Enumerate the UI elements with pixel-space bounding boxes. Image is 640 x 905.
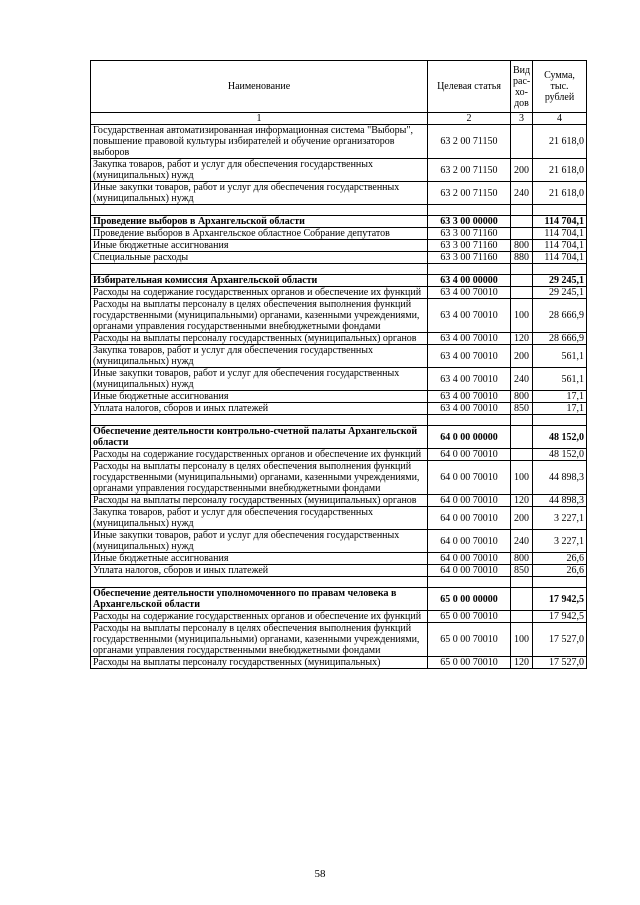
row-target-article: 63 4 00 70010 — [428, 333, 511, 345]
spacer-cell — [428, 577, 511, 588]
row-name: Государственная автоматизированная информационная система "Выборы", повышение правовой культуры избирателей и обучение организаторов выборов — [91, 125, 428, 159]
row-target-article: 63 3 00 00000 — [428, 216, 511, 228]
page-number: 58 — [314, 868, 326, 880]
row-name: Уплата налогов, сборов и иных платежей — [91, 403, 428, 415]
row-target-article: 64 0 00 70010 — [428, 553, 511, 565]
row-expense-type — [511, 228, 533, 240]
row-target-article: 64 0 00 70010 — [428, 449, 511, 461]
row-amount: 17 942,5 — [533, 588, 587, 611]
row-name: Расходы на содержание государственных органов и обеспечение их функций — [91, 449, 428, 461]
row-target-article: 63 3 00 71160 — [428, 252, 511, 264]
row-target-article: 64 0 00 00000 — [428, 426, 511, 449]
row-amount: 17 527,0 — [533, 657, 587, 669]
row-name: Специальные расходы — [91, 252, 428, 264]
row-amount: 44 898,3 — [533, 495, 587, 507]
spacer-row — [91, 415, 587, 426]
spacer-cell — [511, 577, 533, 588]
row-target-article: 63 4 00 70010 — [428, 391, 511, 403]
row-expense-type: 880 — [511, 252, 533, 264]
row-name: Закупка товаров, работ и услуг для обеспечения государственных (муниципальных) нужд — [91, 159, 428, 182]
row-name: Расходы на выплаты персоналу государственных (муниципальных) органов — [91, 495, 428, 507]
column-number-row — [91, 113, 587, 125]
row-target-article: 63 4 00 70010 — [428, 368, 511, 391]
column-number: 3 — [511, 113, 533, 125]
table-row — [91, 623, 587, 657]
row-expense-type — [511, 216, 533, 228]
table-row — [91, 159, 587, 182]
spacer-row — [91, 264, 587, 275]
row-target-article: 63 2 00 71150 — [428, 182, 511, 205]
row-expense-type — [511, 426, 533, 449]
table-row — [91, 125, 587, 159]
row-amount: 28 666,9 — [533, 299, 587, 333]
row-amount: 44 898,3 — [533, 461, 587, 495]
row-amount: 26,6 — [533, 565, 587, 577]
row-target-article: 63 3 00 71160 — [428, 228, 511, 240]
spacer-cell — [91, 577, 428, 588]
spacer-cell — [91, 415, 428, 426]
row-name: Закупка товаров, работ и услуг для обеспечения государственных (муниципальных) нужд — [91, 507, 428, 530]
row-amount: 561,1 — [533, 368, 587, 391]
table-row — [91, 403, 587, 415]
spacer-cell — [511, 415, 533, 426]
table-row — [91, 333, 587, 345]
row-expense-type: 100 — [511, 623, 533, 657]
row-expense-type: 240 — [511, 530, 533, 553]
row-expense-type: 850 — [511, 403, 533, 415]
row-name: Проведение выборов в Архангельское областное Собрание депутатов — [91, 228, 428, 240]
row-expense-type: 120 — [511, 333, 533, 345]
section-row — [91, 275, 587, 287]
row-expense-type — [511, 611, 533, 623]
section-row — [91, 216, 587, 228]
section-row — [91, 426, 587, 449]
row-expense-type: 800 — [511, 240, 533, 252]
spacer-cell — [428, 415, 511, 426]
row-amount: 28 666,9 — [533, 333, 587, 345]
row-amount: 21 618,0 — [533, 125, 587, 159]
row-expense-type: 850 — [511, 565, 533, 577]
row-expense-type: 200 — [511, 159, 533, 182]
row-expense-type: 240 — [511, 368, 533, 391]
row-expense-type: 100 — [511, 299, 533, 333]
row-expense-type: 800 — [511, 391, 533, 403]
row-amount: 17 942,5 — [533, 611, 587, 623]
row-target-article: 63 4 00 00000 — [428, 275, 511, 287]
spacer-cell — [511, 264, 533, 275]
spacer-cell — [533, 264, 587, 275]
table-row — [91, 252, 587, 264]
spacer-cell — [511, 205, 533, 216]
row-name: Расходы на содержание государственных органов и обеспечение их функций — [91, 611, 428, 623]
section-row — [91, 588, 587, 611]
row-name: Расходы на выплаты персоналу в целях обеспечения выполнения функций государственными (муниципальными) органами, казенными учреждениями, органами управления государственными внебюджетными фондами — [91, 461, 428, 495]
row-target-article: 63 3 00 71160 — [428, 240, 511, 252]
row-expense-type — [511, 588, 533, 611]
row-amount: 3 227,1 — [533, 530, 587, 553]
row-name: Проведение выборов в Архангельской области — [91, 216, 428, 228]
spacer-cell — [428, 205, 511, 216]
row-target-article: 64 0 00 70010 — [428, 530, 511, 553]
table-row — [91, 368, 587, 391]
table-row — [91, 461, 587, 495]
row-name: Обеспечение деятельности контрольно-счетной палаты Архангельской области — [91, 426, 428, 449]
spacer-cell — [91, 264, 428, 275]
header-target-article: Целевая статья — [428, 61, 511, 113]
row-name: Уплата налогов, сборов и иных платежей — [91, 565, 428, 577]
table-row — [91, 565, 587, 577]
row-amount: 3 227,1 — [533, 507, 587, 530]
row-expense-type — [511, 125, 533, 159]
row-target-article: 64 0 00 70010 — [428, 565, 511, 577]
row-amount: 21 618,0 — [533, 159, 587, 182]
spacer-row — [91, 577, 587, 588]
table-row — [91, 495, 587, 507]
row-amount: 26,6 — [533, 553, 587, 565]
row-name: Расходы на содержание государственных органов и обеспечение их функций — [91, 287, 428, 299]
row-target-article: 63 4 00 70010 — [428, 345, 511, 368]
row-name: Иные закупки товаров, работ и услуг для обеспечения государственных (муниципальных) нужд — [91, 368, 428, 391]
row-expense-type: 240 — [511, 182, 533, 205]
row-target-article: 65 0 00 70010 — [428, 611, 511, 623]
row-name: Избирательная комиссия Архангельской области — [91, 275, 428, 287]
row-target-article: 64 0 00 70010 — [428, 461, 511, 495]
row-expense-type: 120 — [511, 657, 533, 669]
row-amount: 48 152,0 — [533, 426, 587, 449]
row-name: Расходы на выплаты персоналу государственных (муниципальных) — [91, 657, 428, 669]
row-amount: 114 704,1 — [533, 240, 587, 252]
table-row — [91, 182, 587, 205]
row-amount: 561,1 — [533, 345, 587, 368]
table-row — [91, 530, 587, 553]
header-expense-type: Вид рас-хо-дов — [511, 61, 533, 113]
row-amount: 114 704,1 — [533, 216, 587, 228]
column-number: 4 — [533, 113, 587, 125]
row-amount: 114 704,1 — [533, 252, 587, 264]
table-row — [91, 391, 587, 403]
row-target-article: 63 4 00 70010 — [428, 287, 511, 299]
row-target-article: 65 0 00 70010 — [428, 657, 511, 669]
table-row — [91, 287, 587, 299]
row-name: Расходы на выплаты персоналу в целях обеспечения выполнения функций государственными (муниципальными) органами, казенными учреждениями, органами управления государственными внебюджетными фондами — [91, 623, 428, 657]
row-amount: 17,1 — [533, 391, 587, 403]
row-target-article: 65 0 00 00000 — [428, 588, 511, 611]
row-expense-type: 200 — [511, 345, 533, 368]
row-name: Иные закупки товаров, работ и услуг для обеспечения государственных (муниципальных) нужд — [91, 182, 428, 205]
row-name: Иные бюджетные ассигнования — [91, 240, 428, 252]
column-number: 1 — [91, 113, 428, 125]
row-name: Иные закупки товаров, работ и услуг для обеспечения государственных (муниципальных) нужд — [91, 530, 428, 553]
spacer-row — [91, 205, 587, 216]
row-amount: 21 618,0 — [533, 182, 587, 205]
row-amount: 17,1 — [533, 403, 587, 415]
row-name: Обеспечение деятельности уполномоченного по правам человека в Архангельской области — [91, 588, 428, 611]
row-target-article: 64 0 00 70010 — [428, 507, 511, 530]
row-expense-type: 120 — [511, 495, 533, 507]
table-row — [91, 345, 587, 368]
row-amount: 114 704,1 — [533, 228, 587, 240]
row-expense-type — [511, 275, 533, 287]
row-name: Расходы на выплаты персоналу в целях обеспечения выполнения функций государственными (муниципальными) органами, казенными учреждениями, органами управления государственными внебюджетными фондами — [91, 299, 428, 333]
row-expense-type — [511, 287, 533, 299]
row-amount: 48 152,0 — [533, 449, 587, 461]
row-amount: 29 245,1 — [533, 287, 587, 299]
row-name: Иные бюджетные ассигнования — [91, 391, 428, 403]
row-amount: 17 527,0 — [533, 623, 587, 657]
row-amount: 29 245,1 — [533, 275, 587, 287]
table-row — [91, 611, 587, 623]
table-row — [91, 228, 587, 240]
table-row — [91, 299, 587, 333]
row-expense-type: 200 — [511, 507, 533, 530]
spacer-cell — [533, 577, 587, 588]
table-row — [91, 657, 587, 669]
row-target-article: 63 2 00 71150 — [428, 125, 511, 159]
row-name: Иные бюджетные ассигнования — [91, 553, 428, 565]
row-name: Расходы на выплаты персоналу государственных (муниципальных) органов — [91, 333, 428, 345]
spacer-cell — [533, 205, 587, 216]
spacer-cell — [533, 415, 587, 426]
spacer-cell — [428, 264, 511, 275]
header-amount: Сумма, тыс. рублей — [533, 61, 587, 113]
row-name: Закупка товаров, работ и услуг для обеспечения государственных (муниципальных) нужд — [91, 345, 428, 368]
budget-table — [90, 60, 587, 669]
row-expense-type: 100 — [511, 461, 533, 495]
table-row — [91, 507, 587, 530]
table-row — [91, 449, 587, 461]
row-target-article: 63 4 00 70010 — [428, 403, 511, 415]
table-row — [91, 553, 587, 565]
row-target-article: 63 4 00 70010 — [428, 299, 511, 333]
table-row — [91, 240, 587, 252]
header-name: Наименование — [91, 61, 428, 113]
table-header-row — [91, 61, 587, 113]
row-target-article: 63 2 00 71150 — [428, 159, 511, 182]
row-expense-type: 800 — [511, 553, 533, 565]
row-expense-type — [511, 449, 533, 461]
spacer-cell — [91, 205, 428, 216]
row-target-article: 64 0 00 70010 — [428, 495, 511, 507]
column-number: 2 — [428, 113, 511, 125]
row-target-article: 65 0 00 70010 — [428, 623, 511, 657]
